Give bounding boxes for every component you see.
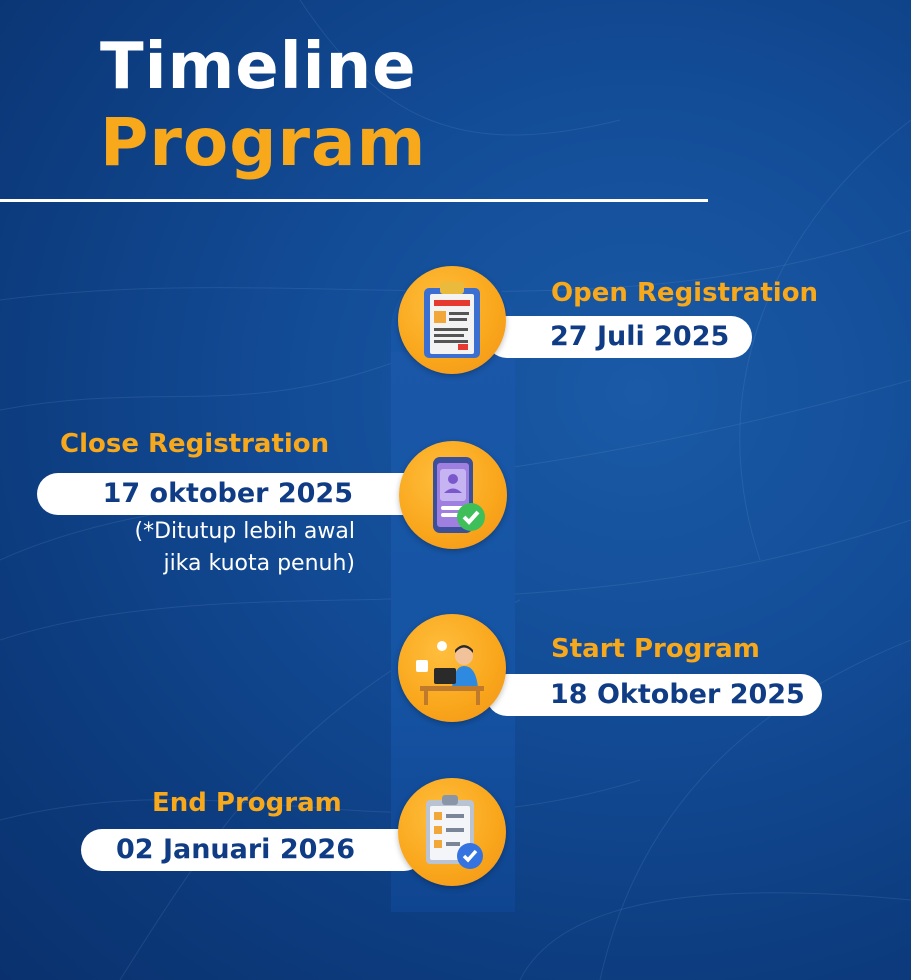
date-start-program: 18 Oktober 2025: [550, 679, 805, 710]
title-divider: [0, 199, 708, 202]
person-at-desk-icon: [398, 614, 506, 722]
date-pill-close-registration: [37, 473, 425, 515]
title-line-2: Program: [100, 104, 427, 181]
label-end-program: End Program: [152, 788, 342, 818]
date-close-registration: 17 oktober 2025: [102, 478, 353, 509]
checklist-badge-icon: [398, 778, 506, 886]
date-open-registration: 27 Juli 2025: [550, 321, 730, 352]
label-start-program: Start Program: [551, 634, 760, 664]
title-line-1: Timeline: [100, 30, 417, 104]
date-end-program: 02 Januari 2026: [115, 834, 355, 865]
date-pill-open-registration: [486, 316, 752, 358]
date-pill-end-program: [81, 829, 425, 871]
label-close-registration: Close Registration: [60, 429, 330, 459]
phone-profile-check-icon: [399, 441, 507, 549]
date-pill-start-program: [486, 674, 822, 716]
note-line-1: (*Ditutup lebih awal: [134, 519, 355, 544]
note-line-2: jika kuota penuh): [163, 551, 355, 576]
registration-clipboard-icon: [398, 266, 506, 374]
label-open-registration: Open Registration: [551, 278, 819, 308]
